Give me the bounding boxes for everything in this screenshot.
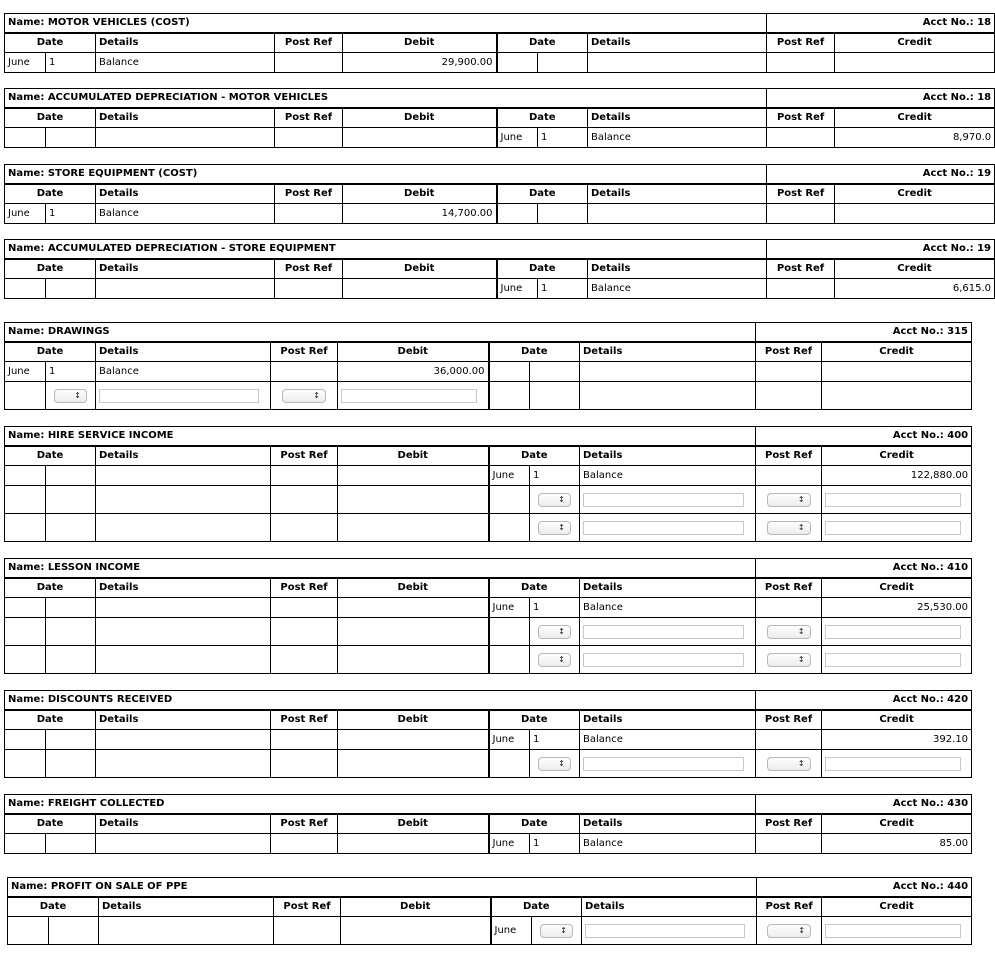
entry-day: 1 bbox=[530, 730, 580, 750]
ledger-lesson-income bbox=[4, 558, 972, 674]
entry-credit: 25,530.00 bbox=[822, 598, 972, 618]
details-header: Details bbox=[588, 259, 767, 279]
entry-credit: 8,970.0 bbox=[835, 128, 995, 148]
entry-credit: 122,880.00 bbox=[822, 466, 972, 486]
date-header: Date bbox=[5, 710, 96, 730]
entry-month: June bbox=[489, 834, 530, 854]
ledger-drawings bbox=[4, 322, 972, 410]
post-ref-header: Post Ref bbox=[274, 897, 341, 917]
entry-credit: 6,615.0 bbox=[835, 279, 995, 299]
account-name: Name: ACCUMULATED DEPRECIATION - STORE EQUIPMENT bbox=[5, 240, 767, 259]
post-ref-header: Post Ref bbox=[271, 578, 338, 598]
post-ref-header: Post Ref bbox=[767, 184, 835, 204]
details-header: Details bbox=[96, 259, 275, 279]
table-row bbox=[5, 834, 972, 854]
table-row bbox=[5, 730, 972, 750]
entry-details: Balance bbox=[580, 466, 756, 486]
entry-month: June bbox=[489, 598, 530, 618]
post-ref-header: Post Ref bbox=[767, 108, 835, 128]
account-name: Name: PROFIT ON SALE OF PPE bbox=[8, 878, 757, 897]
date-header: Date bbox=[489, 578, 580, 598]
entry-month: June bbox=[5, 53, 46, 73]
details-input[interactable] bbox=[583, 625, 744, 639]
debit-header: Debit bbox=[343, 108, 497, 128]
details-header: Details bbox=[580, 446, 756, 466]
details-header: Details bbox=[96, 33, 275, 53]
day-select[interactable] bbox=[538, 757, 571, 771]
entry-day: 1 bbox=[538, 279, 588, 299]
post-ref-select[interactable] bbox=[767, 757, 811, 771]
entry-credit: 392.10 bbox=[822, 730, 972, 750]
entry-month: June bbox=[497, 128, 538, 148]
credit-input[interactable] bbox=[825, 625, 961, 639]
details-input[interactable] bbox=[585, 924, 745, 938]
credit-header: Credit bbox=[822, 897, 972, 917]
input-row bbox=[5, 750, 972, 778]
account-name: Name: HIRE SERVICE INCOME bbox=[5, 427, 756, 446]
entry-month: June bbox=[489, 466, 530, 486]
details-header: Details bbox=[96, 184, 275, 204]
table-row bbox=[5, 362, 972, 382]
credit-header: Credit bbox=[822, 814, 972, 834]
input-row bbox=[5, 382, 972, 410]
entry-month: June bbox=[489, 730, 530, 750]
entry-post-ref bbox=[756, 834, 822, 854]
ledger-store-equipment bbox=[4, 164, 995, 224]
account-number: Acct No.: 315 bbox=[756, 323, 972, 342]
debit-input[interactable] bbox=[341, 389, 477, 403]
table-row bbox=[5, 204, 995, 224]
entry-month: June bbox=[5, 204, 46, 224]
date-header: Date bbox=[497, 33, 588, 53]
post-ref-select[interactable] bbox=[767, 653, 811, 667]
ledger-freight-collected bbox=[4, 794, 972, 854]
date-header: Date bbox=[497, 184, 588, 204]
details-header: Details bbox=[580, 578, 756, 598]
table-row bbox=[5, 128, 995, 148]
entry-post-ref bbox=[767, 279, 835, 299]
post-ref-header: Post Ref bbox=[275, 108, 343, 128]
input-row bbox=[5, 514, 972, 542]
entry-day: 1 bbox=[530, 834, 580, 854]
details-header: Details bbox=[580, 342, 756, 362]
date-header: Date bbox=[5, 446, 96, 466]
entry-post-ref bbox=[756, 730, 822, 750]
date-header: Date bbox=[489, 342, 580, 362]
date-header: Date bbox=[5, 259, 96, 279]
date-header: Date bbox=[5, 184, 96, 204]
entry-details: Balance bbox=[96, 204, 275, 224]
day-select[interactable] bbox=[538, 653, 571, 667]
details-input[interactable] bbox=[99, 389, 259, 403]
post-ref-header: Post Ref bbox=[275, 184, 343, 204]
date-header: Date bbox=[5, 33, 96, 53]
credit-input[interactable] bbox=[825, 493, 961, 507]
account-number: Acct No.: 440 bbox=[757, 878, 972, 897]
entry-debit: 36,000.00 bbox=[338, 362, 489, 382]
date-header: Date bbox=[5, 108, 96, 128]
table-row bbox=[5, 53, 995, 73]
details-header: Details bbox=[99, 897, 274, 917]
account-number: Acct No.: 18 bbox=[767, 14, 995, 33]
date-header: Date bbox=[5, 578, 96, 598]
debit-header: Debit bbox=[338, 578, 489, 598]
date-header: Date bbox=[497, 259, 588, 279]
account-name: Name: LESSON INCOME bbox=[5, 559, 756, 578]
entry-day: 1 bbox=[530, 466, 580, 486]
debit-header: Debit bbox=[343, 33, 497, 53]
account-number: Acct No.: 420 bbox=[756, 691, 972, 710]
debit-header: Debit bbox=[338, 814, 489, 834]
entry-month: June bbox=[497, 279, 538, 299]
account-number: Acct No.: 18 bbox=[767, 89, 995, 108]
day-select[interactable] bbox=[538, 493, 571, 507]
entry-debit: 14,700.00 bbox=[343, 204, 497, 224]
entry-details: Balance bbox=[96, 53, 275, 73]
credit-header: Credit bbox=[835, 184, 995, 204]
post-ref-header: Post Ref bbox=[271, 814, 338, 834]
account-number: Acct No.: 430 bbox=[756, 795, 972, 814]
account-name: Name: MOTOR VEHICLES (COST) bbox=[5, 14, 767, 33]
debit-header: Debit bbox=[341, 897, 491, 917]
details-header: Details bbox=[582, 897, 757, 917]
post-ref-header: Post Ref bbox=[271, 710, 338, 730]
details-header: Details bbox=[588, 33, 767, 53]
details-input[interactable] bbox=[583, 521, 744, 535]
details-header: Details bbox=[96, 578, 271, 598]
entry-details: Balance bbox=[580, 834, 756, 854]
entry-details: Balance bbox=[588, 279, 767, 299]
credit-input[interactable] bbox=[825, 521, 961, 535]
entry-post-ref bbox=[275, 204, 343, 224]
debit-header: Debit bbox=[343, 184, 497, 204]
details-header: Details bbox=[96, 342, 271, 362]
debit-header: Debit bbox=[338, 342, 489, 362]
post-ref-header: Post Ref bbox=[756, 814, 822, 834]
day-select[interactable] bbox=[538, 625, 571, 639]
details-header: Details bbox=[96, 446, 271, 466]
credit-input[interactable] bbox=[825, 924, 961, 938]
table-row bbox=[5, 466, 972, 486]
ledger-discounts-received bbox=[4, 690, 972, 778]
post-ref-header: Post Ref bbox=[275, 259, 343, 279]
details-input[interactable] bbox=[583, 493, 744, 507]
entry-day: 1 bbox=[538, 128, 588, 148]
account-name: Name: ACCUMULATED DEPRECIATION - MOTOR VEHICLES bbox=[5, 89, 767, 108]
account-number: Acct No.: 19 bbox=[767, 240, 995, 259]
account-number: Acct No.: 19 bbox=[767, 165, 995, 184]
entry-credit: 85.00 bbox=[822, 834, 972, 854]
entry-post-ref bbox=[756, 598, 822, 618]
date-header: Date bbox=[489, 814, 580, 834]
entry-details: Balance bbox=[580, 730, 756, 750]
ledger-acc-dep-motor-vehicles bbox=[4, 88, 995, 148]
account-number: Acct No.: 400 bbox=[756, 427, 972, 446]
date-header: Date bbox=[8, 897, 99, 917]
details-input[interactable] bbox=[583, 757, 744, 771]
post-ref-select[interactable] bbox=[282, 389, 326, 403]
account-name: Name: DISCOUNTS RECEIVED bbox=[5, 691, 756, 710]
entry-debit: 29,900.00 bbox=[343, 53, 497, 73]
post-ref-header: Post Ref bbox=[767, 259, 835, 279]
entry-details: Balance bbox=[588, 128, 767, 148]
date-header: Date bbox=[489, 446, 580, 466]
input-row bbox=[8, 917, 972, 945]
details-header: Details bbox=[588, 108, 767, 128]
account-name: Name: STORE EQUIPMENT (COST) bbox=[5, 165, 767, 184]
table-row bbox=[5, 279, 995, 299]
input-row bbox=[5, 618, 972, 646]
post-ref-header: Post Ref bbox=[275, 33, 343, 53]
post-ref-header: Post Ref bbox=[757, 897, 822, 917]
entry-day: 1 bbox=[46, 362, 96, 382]
date-header: Date bbox=[5, 342, 96, 362]
credit-header: Credit bbox=[822, 342, 972, 362]
entry-post-ref bbox=[767, 128, 835, 148]
entry-month: June bbox=[491, 917, 532, 945]
credit-header: Credit bbox=[822, 446, 972, 466]
post-ref-select[interactable] bbox=[767, 924, 811, 938]
credit-input[interactable] bbox=[825, 757, 961, 771]
account-number: Acct No.: 410 bbox=[756, 559, 972, 578]
entry-day: 1 bbox=[530, 598, 580, 618]
post-ref-header: Post Ref bbox=[756, 446, 822, 466]
details-header: Details bbox=[580, 710, 756, 730]
debit-header: Debit bbox=[343, 259, 497, 279]
post-ref-header: Post Ref bbox=[271, 342, 338, 362]
post-ref-select[interactable] bbox=[767, 521, 811, 535]
details-header: Details bbox=[96, 108, 275, 128]
details-header: Details bbox=[580, 814, 756, 834]
debit-header: Debit bbox=[338, 446, 489, 466]
details-header: Details bbox=[96, 814, 271, 834]
ledger-hire-service-income bbox=[4, 426, 972, 542]
entry-day: 1 bbox=[46, 53, 96, 73]
post-ref-header: Post Ref bbox=[271, 446, 338, 466]
day-select[interactable] bbox=[540, 924, 573, 938]
post-ref-header: Post Ref bbox=[756, 710, 822, 730]
credit-header: Credit bbox=[835, 33, 995, 53]
post-ref-header: Post Ref bbox=[756, 342, 822, 362]
input-row bbox=[5, 486, 972, 514]
credit-header: Credit bbox=[835, 259, 995, 279]
day-select[interactable] bbox=[538, 521, 571, 535]
credit-input[interactable] bbox=[825, 653, 961, 667]
date-header: Date bbox=[489, 710, 580, 730]
table-row bbox=[5, 598, 972, 618]
account-name: Name: FREIGHT COLLECTED bbox=[5, 795, 756, 814]
entry-details: Balance bbox=[96, 362, 271, 382]
entry-day: 1 bbox=[46, 204, 96, 224]
details-header: Details bbox=[96, 710, 271, 730]
account-name: Name: DRAWINGS bbox=[5, 323, 756, 342]
post-ref-select[interactable] bbox=[767, 625, 811, 639]
entry-post-ref bbox=[271, 362, 338, 382]
entry-post-ref bbox=[275, 53, 343, 73]
credit-header: Credit bbox=[835, 108, 995, 128]
entry-post-ref bbox=[756, 466, 822, 486]
ledger-motor-vehicles bbox=[4, 13, 995, 73]
input-row bbox=[5, 646, 972, 674]
entry-details: Balance bbox=[580, 598, 756, 618]
date-header: Date bbox=[497, 108, 588, 128]
post-ref-header: Post Ref bbox=[767, 33, 835, 53]
details-input[interactable] bbox=[583, 653, 744, 667]
day-select[interactable] bbox=[54, 389, 87, 403]
details-header: Details bbox=[588, 184, 767, 204]
credit-header: Credit bbox=[822, 578, 972, 598]
ledger-acc-dep-store-equipment bbox=[4, 239, 995, 299]
ledger-profit-on-sale-of-ppe bbox=[7, 877, 972, 945]
credit-header: Credit bbox=[822, 710, 972, 730]
date-header: Date bbox=[5, 814, 96, 834]
entry-month: June bbox=[5, 362, 46, 382]
debit-header: Debit bbox=[338, 710, 489, 730]
post-ref-header: Post Ref bbox=[756, 578, 822, 598]
post-ref-select[interactable] bbox=[767, 493, 811, 507]
date-header: Date bbox=[491, 897, 582, 917]
